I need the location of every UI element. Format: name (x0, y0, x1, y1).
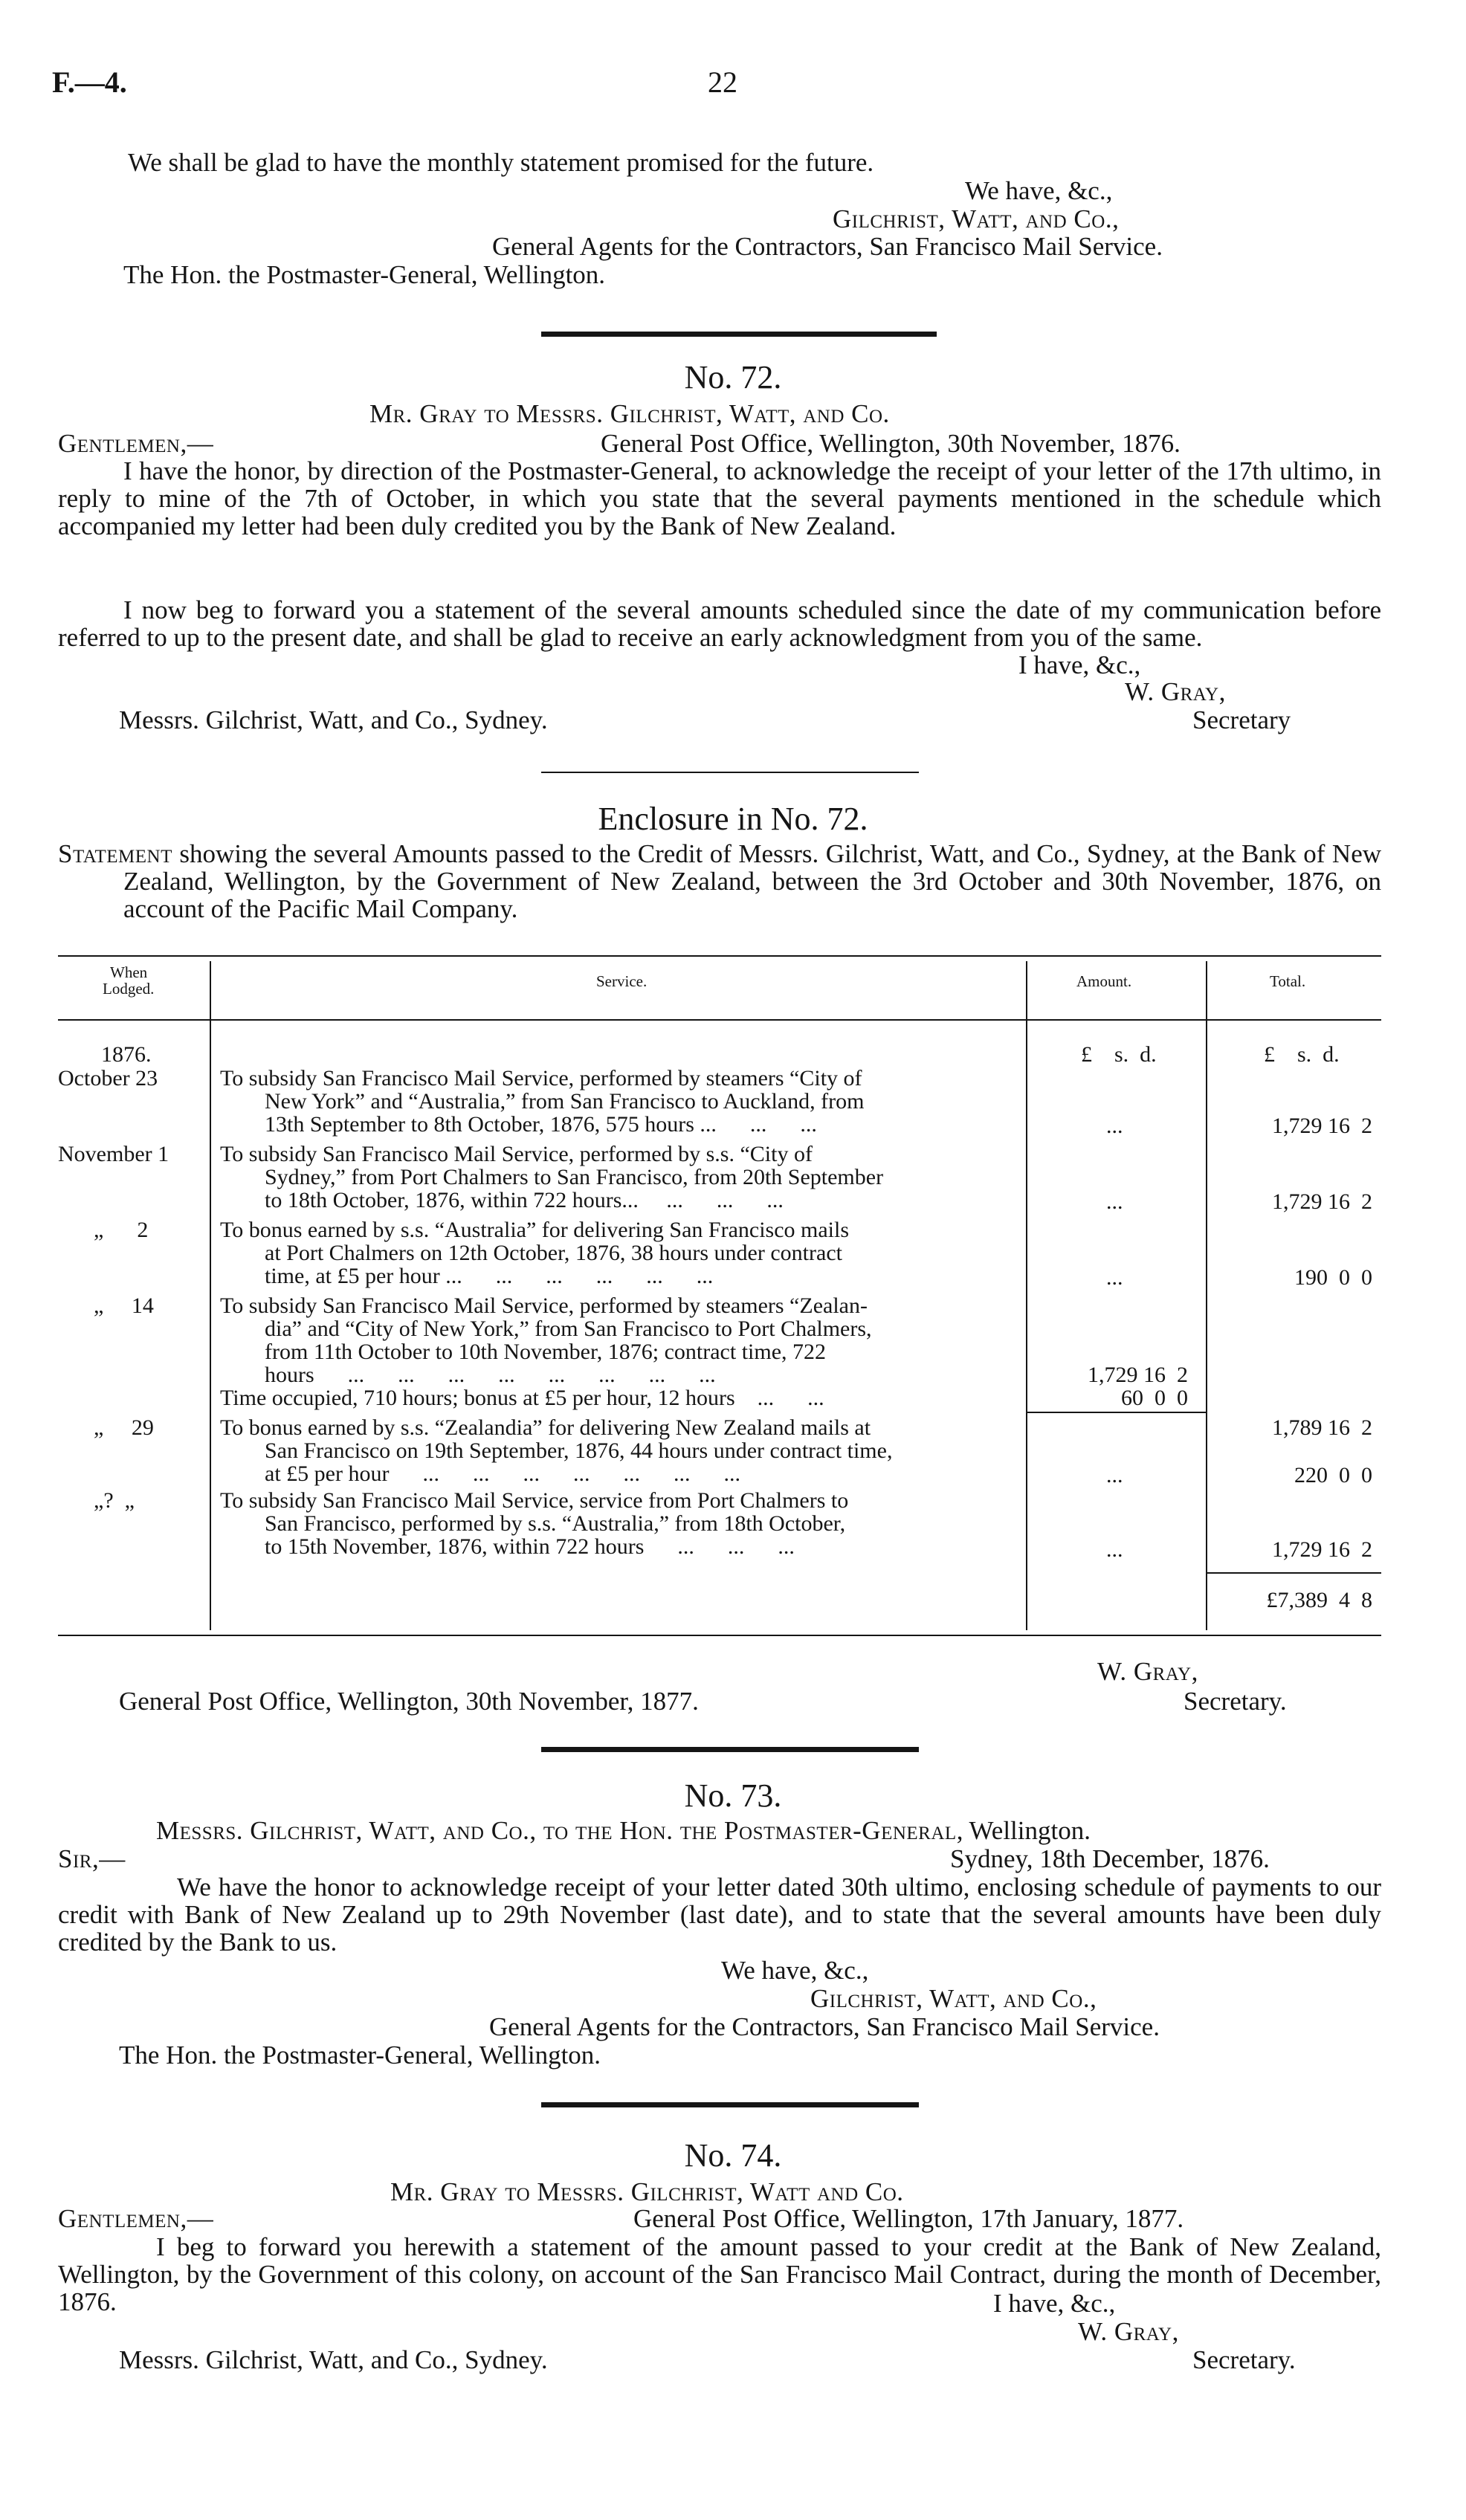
row-amount: ... (1106, 1265, 1123, 1290)
column-divider (1206, 961, 1207, 1630)
column-divider (210, 961, 211, 1630)
addressee: The Hon. the Postmaster-General, Wellington. (123, 260, 606, 289)
row-service: To subsidy San Francisco Mail Service, performed by steamers “Zealan- (220, 1293, 868, 1318)
currency-amount: £ s. d. (1081, 1042, 1157, 1067)
section-divider (541, 2102, 919, 2107)
grand-total-rule (1207, 1572, 1381, 1574)
page-number: 22 (708, 65, 737, 99)
header-total: Total. (1270, 972, 1306, 990)
row-date: November 1 (58, 1142, 169, 1166)
row-amount: 1,729 16 2 (1088, 1363, 1188, 1387)
currency-total: £ s. d. (1264, 1042, 1340, 1067)
header-lodged: Lodged. (103, 980, 155, 998)
row-date: „ 2 (94, 1218, 149, 1242)
header-when: When (110, 963, 148, 981)
signature-title: Secretary. (1192, 2345, 1296, 2374)
addressee: Messrs. Gilchrist, Watt, and Co., Sydney. (119, 2345, 548, 2374)
table-header-rule (58, 1019, 1381, 1021)
row-date: „ 29 (94, 1415, 154, 1440)
letter-number: No. 73. (684, 1777, 782, 1814)
row-total: 1,729 16 2 (1272, 1114, 1372, 1138)
header-amount: Amount. (1076, 972, 1132, 990)
row-service: To bonus earned by s.s. “Zealandia” for delivering New Zealand mails at (220, 1415, 871, 1440)
row-service: Time occupied, 710 hours; bonus at £5 per hour, 12 hours ... ... (220, 1386, 824, 1410)
signature-title: General Agents for the Contractors, San Francisco Mail Service. (489, 2012, 1160, 2041)
statement-label: Statement (58, 839, 172, 868)
letter-from-to: Mr. Gray to Messrs. Gilchrist, Watt, and Co. (369, 399, 890, 428)
from-to-end: , Wellington. (956, 1816, 1091, 1845)
row-service: dia” and “City of New York,” from San Francisco to Port Chalmers, (265, 1316, 872, 1341)
row-total: 190 0 0 (1294, 1265, 1372, 1290)
row-amount: ... (1106, 1114, 1123, 1138)
closing: I have, &c., (993, 2289, 1116, 2318)
row-date: October 23 (58, 1066, 158, 1091)
row-service: To subsidy San Francisco Mail Service, performed by steamers “City of (220, 1066, 862, 1091)
row-service: To subsidy San Francisco Mail Service, service from Port Chalmers to (220, 1488, 849, 1513)
statement-description (58, 840, 1381, 923)
place-date: General Post Office, Wellington, 30th November, 1877. (119, 1687, 699, 1716)
section-divider (541, 332, 937, 337)
signature-title: General Agents for the Contractors, San Francisco Mail Service. (492, 232, 1163, 261)
row-service: To subsidy San Francisco Mail Service, performed by s.s. “City of (220, 1142, 813, 1166)
row-service: Sydney,” from Port Chalmers to San Francisco, from 20th September (265, 1165, 884, 1189)
salutation: Gentlemen,— (58, 429, 214, 458)
row-total: 1,729 16 2 (1272, 1537, 1372, 1562)
closing-remark: We shall be glad to have the monthly statement promised for the future. (128, 148, 874, 177)
letter-number: No. 74. (684, 2137, 782, 2174)
closing: We have, &c., (965, 176, 1113, 205)
row-service: New York” and “Australia,” from San Francisco to Auckland, from (265, 1089, 865, 1114)
place-date: General Post Office, Wellington, 17th January, 1877. (633, 2204, 1184, 2233)
addressee: Messrs. Gilchrist, Watt, and Co., Sydney. (119, 705, 548, 734)
row-date: „ 14 (94, 1293, 154, 1318)
grand-total: £7,389 4 8 (1266, 1588, 1372, 1612)
row-service: to 18th October, 1876, within 722 hours... ... ... ... (265, 1188, 784, 1212)
signature: W. Gray, (1097, 1657, 1198, 1686)
letter-paragraph: I beg to forward you herewith a statement of the amount passed to your credit at the Bank of New Zealand, Wellington, by the Government of this colony, on account of the San Francisco Mail Contract, during the month of December, 1876. (58, 2232, 1381, 2316)
letter-number: No. 72. (684, 359, 782, 395)
header-service: Service. (596, 972, 648, 990)
row-service: at Port Chalmers on 12th October, 1876, 38 hours under contract (265, 1241, 842, 1265)
table-top-rule (58, 955, 1381, 957)
row-amount: ... (1106, 1537, 1123, 1562)
row-service: at £5 per hour ... ... ... ... ... ... ... (265, 1461, 740, 1486)
section-divider (541, 1747, 919, 1752)
row-service: 13th September to 8th October, 1876, 575 hours ... ... ... (265, 1112, 817, 1137)
row-total: 1,789 16 2 (1272, 1415, 1372, 1440)
statement-text: showing the several Amounts passed to the Credit of Messrs. Gilchrist, Watt, and Co., Sydney, at the Bank of New Zealand, Wellington, by the Government of New Zealand, between the 3rd October and 30th November, 1876, on account of the Pacific Mail Company. (123, 839, 1381, 923)
signature-title: Secretary (1192, 705, 1291, 734)
row-service: to 15th November, 1876, within 722 hours ... ... ... (265, 1534, 795, 1559)
row-service: from 11th October to 10th November, 1876; contract time, 722 (265, 1340, 827, 1364)
row-amount: 60 0 0 (1121, 1386, 1188, 1410)
row-service: San Francisco, performed by s.s. “Australia,” from 18th October, (265, 1511, 846, 1536)
salutation: Gentlemen,— (58, 2204, 214, 2233)
from-to-title: Postmaster-General (724, 1816, 957, 1845)
year: 1876. (101, 1042, 152, 1067)
section-divider (541, 772, 919, 773)
row-total: 220 0 0 (1294, 1463, 1372, 1487)
column-divider (1026, 961, 1027, 1630)
closing: I have, &c., (1018, 650, 1141, 679)
signature: W. Gray, (1078, 2317, 1179, 2346)
place-date: Sydney, 18th December, 1876. (950, 1844, 1270, 1873)
subtotal-rule (1027, 1412, 1206, 1413)
signature-title: Secretary. (1184, 1687, 1287, 1716)
row-total: 1,729 16 2 (1272, 1189, 1372, 1214)
letter-paragraph: I now beg to forward you a statement of the several amounts scheduled since the date of my communication before referred to up to the present date, and shall be glad to receive an early acknowledgment from you of the same. (58, 595, 1381, 652)
place-date: General Post Office, Wellington, 30th November, 1876. (601, 429, 1181, 458)
row-service: time, at £5 per hour ... ... ... ... ... ... (265, 1264, 714, 1288)
signature: Gilchrist, Watt, and Co., (810, 1984, 1097, 2013)
row-amount: ... (1106, 1189, 1123, 1214)
row-service: To bonus earned by s.s. “Australia” for delivering San Francisco mails (220, 1218, 850, 1242)
statement-table (58, 955, 1381, 1647)
row-service: San Francisco on 19th September, 1876, 44 hours under contract time, (265, 1438, 893, 1463)
page-ref: F.—4. (52, 65, 127, 99)
closing: We have, &c., (721, 1956, 869, 1985)
row-amount: ... (1106, 1463, 1123, 1487)
letter-from-to: Mr. Gray to Messrs. Gilchrist, Watt and Co. (390, 2177, 904, 2206)
signature: Gilchrist, Watt, and Co., (833, 204, 1120, 233)
addressee: The Hon. the Postmaster-General, Wellington. (119, 2041, 601, 2070)
enclosure-title: Enclosure in No. 72. (598, 801, 868, 837)
salutation: Sir,— (58, 1844, 126, 1873)
signature: W. Gray, (1125, 677, 1226, 706)
letter-paragraph: We have the honor to acknowledge receipt of your letter dated 30th ultimo, enclosing schedule of payments to our credit with Bank of New Zealand up to 29th November (last date), and to state that the several amounts have been duly credited by the Bank to us. (58, 1873, 1381, 1957)
letter-from-to (156, 1817, 1091, 1844)
letter-paragraph: I have the honor, by direction of the Postmaster-General, to acknowledge the receipt of your letter of the 17th ultimo, in reply to mine of the 7th of October, in which you state that the several payments mentioned in the schedule which accompanied my letter had been duly credited you by the Bank of New Zealand. (58, 456, 1381, 540)
row-date: „? „ (94, 1488, 135, 1513)
table-bottom-rule (58, 1635, 1381, 1636)
from-to-part: Messrs. Gilchrist, Watt, and Co., to the Hon. the (156, 1816, 725, 1845)
row-service: hours ... ... ... ... ... ... ... ... (265, 1363, 716, 1387)
